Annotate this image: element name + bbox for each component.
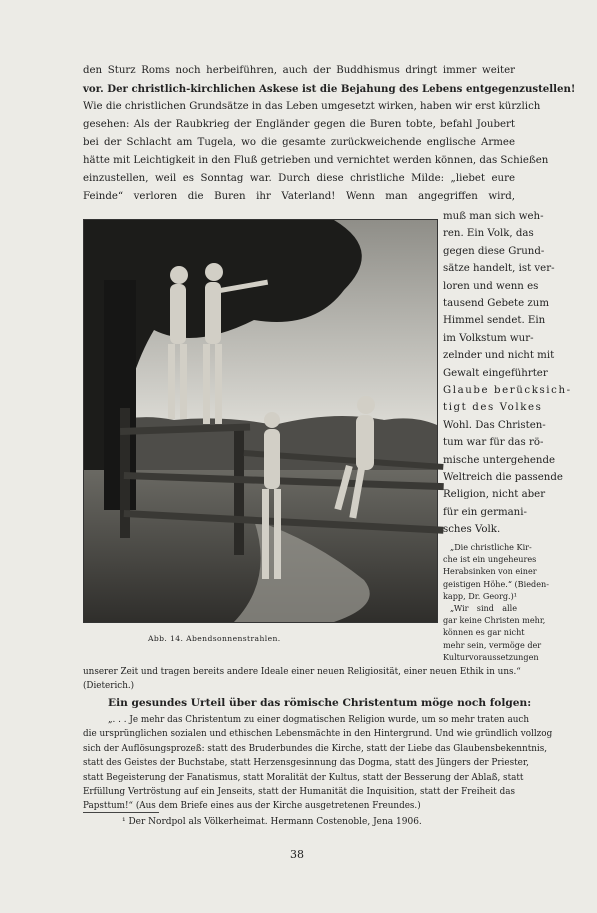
side-line-2: ren. Ein Volk, das [443,228,534,240]
body-line-5: bei der Schlacht am Tugela, wo die gesamte zurückweichende englische Armee [83,137,515,148]
quote-cont-line-2: (Dieterich.) [83,681,135,691]
side-line-3: gegen diese Grund- [443,245,545,257]
side-line-15: mische untergehende [443,454,556,466]
body-line-1: den Sturz Roms noch herbeiführen, auch der Buddhismus dringt immer weiter [83,65,515,76]
side-quote-line-3: Herabsinken von einer [443,566,537,577]
side-line-7: Himmel sendet. Ein [443,315,546,327]
page-number: 38 [290,848,304,861]
side-line-10: Gewalt eingeführter [443,367,548,379]
body-line-4: gesehen: Als der Raubkrieg der Engländer gegen die Buren tobte, befahl Joubert [83,119,515,130]
side-line-14: tum war für das rö- [443,437,544,449]
main-quote-line-4: statt des Geistes der Buchstabe, statt Herzensgesinnung das Dogma, statt des Jüngers der Priester, [83,758,529,769]
section-heading: Ein gesundes Urteil über das römische Christentum möge noch folgen: [108,697,532,709]
side-quote-line-1: „Die christliche Kir- [450,542,532,552]
photo-caption: Abb. 14. Abendsonnenstrahlen. [148,634,281,643]
side-quote-line-4: geistigen Höhe.“ (Bieden- [443,578,549,589]
main-quote-line-5: statt Begeisterung der Fanatismus, statt Moralität der Kultus, statt der Besserung der Ablaß, statt [83,772,524,783]
photograph-evening-sun [83,219,438,623]
body-line-3: Wie die christlichen Grundsätze in das Leben umgesetzt wirken, haben wir erst kürzlich [83,101,541,112]
side-quote-line-2: che ist ein ungeheures [443,554,537,565]
side-line-13: Wohl. Das Christen- [443,419,546,431]
side-line-12: tigt des Volkes [443,402,543,414]
side-quote-line-8: können es gar nicht [443,627,525,638]
side-quote-line-6: „Wir sind alle [450,603,517,613]
side-line-6: tausend Gebete zum [443,298,549,309]
body-line-6: hätte mit Leichtigkeit in den Fluß getrieben und vernichtet werden können, das Schießen [83,155,549,166]
side-quote-line-5: kapp, Dr. Georg.)¹ [443,590,518,601]
side-line-9: zelnder und nicht mit [443,350,555,362]
side-line-11: Glaube berücksich- [443,385,572,396]
footnote: ¹ Der Nordpol als Völkerheimat. Hermann Costenoble, Jena 1906. [122,817,422,827]
side-line-4: sätze handelt, ist ver- [443,263,555,275]
body-line-2: vor. Der christlich-kirchlichen Askese ist die Bejahung des Lebens entgegenzustellen! [83,83,576,95]
main-quote-line-2: die ursprünglichen sozialen und ethischen Lebensmächte in den Hintergrund. Und wie gründlich vollzog [83,729,553,740]
side-quote-line-9: mehr sein, vermöge der [443,639,542,650]
side-line-17: Religion, nicht aber [443,489,546,501]
side-line-16: Weltreich die passende [443,472,563,483]
footnote-rule [83,812,159,813]
body-line-7: einzustellen, weil es Sonntag war. Durch diese christliche Milde: „liebet eure [83,173,515,184]
side-quote-line-10: Kulturvoraussetzungen [443,651,539,662]
side-line-19: sches Volk. [443,524,501,536]
main-quote-line-1: „. . . Je mehr das Christentum zu einer dogmatischen Religion wurde, um so mehr traten auch [108,715,530,725]
side-line-18: für ein germani- [443,506,527,518]
side-line-8: im Volkstum wur- [443,332,534,344]
side-line-1: muß man sich weh- [443,211,544,222]
side-quote-line-7: gar keine Christen mehr, [443,615,546,626]
photo-scene-illustration [84,220,437,622]
main-quote-line-7: Papsttum!“ (Aus dem Briefe eines aus der Kirche ausgetretenen Freundes.) [83,801,421,812]
side-line-5: loren und wenn es [443,280,539,292]
main-quote-line-6: Erfüllung Vertröstung auf ein Jenseits, statt der Humanität die Inquisition, statt der Freiheit das [83,787,515,797]
main-quote-line-3: sich der Auflösungsprozeß: statt des Bruderbundes die Kirche, statt der Liebe das Glaubensbekenntnis, [83,743,548,754]
body-line-8: Feinde“ verloren die Buren ihr Vaterland! Wenn man angegriffen wird, [83,191,515,202]
quote-cont-line-1: unserer Zeit und tragen bereits andere Ideale einer neuen Religiosität, einer neuen Ethik in uns.“ [83,667,521,677]
